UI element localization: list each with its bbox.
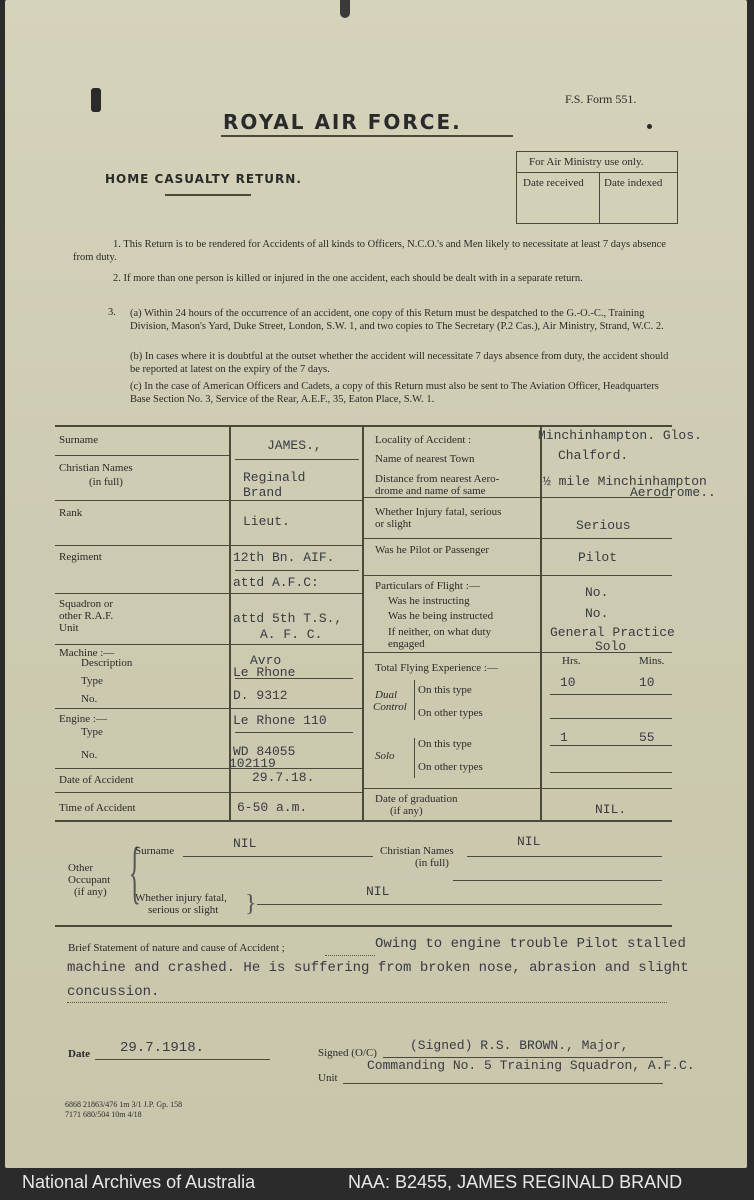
solo-this-mins: 55 <box>639 730 655 745</box>
rank-label: Rank <box>59 507 83 519</box>
punch-hole <box>340 0 350 18</box>
machine-no-label: No. <box>81 693 98 705</box>
statement-line-2: machine and crashed. He is suffering from broken nose, abrasion and slight <box>67 960 689 976</box>
pilot-passenger-value: Pilot <box>578 550 618 565</box>
other-injury-value: NIL <box>366 884 390 899</box>
title-underline <box>221 135 513 137</box>
other-christian-label: Christian Names <box>380 845 454 857</box>
signed-label: Signed (O/C) <box>318 1047 377 1059</box>
regiment-value-2: attd A.F.C: <box>233 575 319 590</box>
ink-dot <box>647 124 652 129</box>
neither-value-2: Solo <box>595 639 627 654</box>
machine-no-value: D. 9312 <box>233 688 288 703</box>
form-number: F.S. Form 551. <box>565 92 637 106</box>
machine-label: Machine :— <box>59 647 115 659</box>
christian-names-sublabel: (in full) <box>89 476 123 488</box>
instructing-label: Was he instructing <box>388 595 470 607</box>
date-received-label: Date received <box>523 177 584 189</box>
page-subtitle: HOME CASUALTY RETURN. <box>105 172 302 186</box>
distance-label-2: drome and name of same <box>375 485 486 497</box>
hrs-label: Hrs. <box>562 655 581 667</box>
statement-line-3: concussion. <box>67 984 160 1000</box>
squadron-value-1: attd 5th T.S., <box>233 611 343 626</box>
mins-label: Mins. <box>639 655 665 667</box>
other-christian-sublabel: (in full) <box>415 857 449 869</box>
dual-this-type-label: On this type <box>418 684 472 696</box>
nearest-town-value: Chalford. <box>558 448 629 463</box>
injury-value: Serious <box>576 518 631 533</box>
other-occupant-label-1: Other <box>68 862 94 874</box>
ministry-use-box <box>516 151 678 224</box>
statement-label: Brief Statement of nature and cause of Accident ; <box>68 942 285 954</box>
time-of-accident-value: 6-50 a.m. <box>237 800 308 815</box>
instruction-3b: (b) In cases where it is doubtful at the outset whether the accident will necessitate 7 days absence from duty, the accident should be reported at latest on the expiry of the 7 days. <box>130 351 669 375</box>
dual-this-mins: 10 <box>639 675 655 690</box>
page-title: ROYAL AIR FORCE. <box>223 110 462 134</box>
pilot-passenger-label: Was he Pilot or Passenger <box>375 544 489 556</box>
printer-line-2: 7171 680/504 10m 4/18 <box>65 1110 142 1119</box>
printer-line-1: 6868 21863/476 1m 3/1 J.P. Gp. 158 <box>65 1100 183 1109</box>
injury-label-2: or slight <box>375 518 412 530</box>
other-occupant-label-3: (if any) <box>74 886 107 898</box>
dual-other-types-label: On other types <box>418 707 483 719</box>
subtitle-underline <box>165 194 251 196</box>
locality-label: Locality of Accident : <box>375 434 472 446</box>
graduation-label-2: (if any) <box>390 805 423 817</box>
control-label: Control <box>373 701 407 713</box>
machine-type-value: Le Rhone <box>233 665 296 680</box>
engine-no-value-1: WD 84055 <box>233 744 296 759</box>
christian-name-2: Brand <box>243 485 283 500</box>
unit-label: Unit <box>318 1072 338 1084</box>
machine-type-label: Type <box>81 675 103 687</box>
other-injury-brace: } <box>245 891 257 917</box>
solo-other-types-label: On other types <box>418 761 483 773</box>
distance-label-1: Distance from nearest Aero- <box>375 473 500 485</box>
engine-type-label: Type <box>81 726 103 738</box>
injury-label-1: Whether Injury fatal, serious <box>375 506 502 518</box>
neither-label-1: If neither, on what duty <box>388 626 492 638</box>
distance-value-1: ½ mile Minchinhampton <box>543 474 707 489</box>
engine-no-label: No. <box>81 749 98 761</box>
engine-no-value-2: 102119 <box>229 756 276 771</box>
nearest-town-label: Name of nearest Town <box>375 453 475 465</box>
solo-this-type-label: On this type <box>418 738 472 750</box>
other-occupant-brace: { <box>128 834 141 911</box>
archive-footer <box>0 1168 754 1200</box>
instruction-1: 1. This Return is to be rendered for Accidents of all kinds to Officers, N.C.O.'s and Men likely to necessitate at least 7 days absence from duty. <box>73 239 666 263</box>
distance-value-2: Aerodrome.. <box>630 485 716 500</box>
other-occupant-label-2: Occupant <box>68 874 111 886</box>
ministry-heading: For Air Ministry use only. <box>529 156 644 168</box>
squadron-label-2: other R.A.F. <box>59 610 114 622</box>
other-surname-value: NIL <box>233 836 257 851</box>
signed-value: (Signed) R.S. BROWN., Major, <box>410 1038 629 1053</box>
flight-particulars-label: Particulars of Flight :— <box>375 580 480 592</box>
date-of-accident-value: 29.7.18. <box>252 770 315 785</box>
date-of-accident-label: Date of Accident <box>59 774 134 786</box>
instruction-3c: (c) In the case of American Officers and Cadets, a copy of this Return must also be sent to The Aviation Officer, Headquarters Base Section No. 3, Service of the Rear, A.E.F., 35, Eaton Place, S.W. 1. <box>130 381 659 405</box>
flying-experience-label: Total Flying Experience :— <box>375 662 498 674</box>
christian-names-label: Christian Names <box>59 462 133 474</box>
regiment-label: Regiment <box>59 551 102 563</box>
unit-value: Commanding No. 5 Training Squadron, A.F.C. <box>367 1058 695 1073</box>
dual-label: Dual <box>375 689 397 701</box>
other-injury-label-1: Whether injury fatal, <box>135 892 227 904</box>
other-surname-label: Surname <box>135 845 175 857</box>
dual-this-hrs: 10 <box>560 675 576 690</box>
punch-hole <box>91 88 101 112</box>
instruction-2: 2. If more than one person is killed or injured in the one accident, each should be dealt with in a separate return. <box>113 273 583 284</box>
surname-label: Surname <box>59 434 99 446</box>
graduation-label-1: Date of graduation <box>375 793 458 805</box>
date-label: Date <box>68 1048 90 1060</box>
rank-value: Lieut. <box>243 514 290 529</box>
signoff-date-value: 29.7.1918. <box>120 1040 205 1056</box>
archive-name: National Archives of Australia <box>22 1172 256 1192</box>
other-injury-label-2: serious or slight <box>148 904 219 916</box>
solo-label: Solo <box>375 750 395 762</box>
time-of-accident-label: Time of Accident <box>59 802 136 814</box>
graduation-value: NIL. <box>595 802 627 817</box>
date-indexed-label: Date indexed <box>604 177 663 189</box>
instructing-value: No. <box>585 585 609 600</box>
machine-description-value: Avro <box>250 653 282 668</box>
surname-value: JAMES., <box>267 438 322 453</box>
neither-value-1: General Practice <box>550 625 675 640</box>
squadron-label-3: Unit <box>59 622 79 634</box>
regiment-value-1: 12th Bn. AIF. <box>233 550 335 565</box>
squadron-value-2: A. F. C. <box>260 627 323 642</box>
locality-value: Minchinhampton. Glos. <box>538 428 702 443</box>
engine-type-value: Le Rhone 110 <box>233 713 327 728</box>
instruction-3-number: 3. <box>108 307 116 318</box>
neither-label-2: engaged <box>388 638 425 650</box>
instruction-3a: (a) Within 24 hours of the occurrence of an accident, one copy of this Return must be despatched to the G.-O.-C., Training Division, Mason's Yard, Duke Street, London, S.W. 1, and two copies to The Secretary (P.2 Cas.), Air Ministry, Strand, W.C. 2. <box>130 308 664 332</box>
form-paper <box>5 0 747 1168</box>
instructed-label: Was he being instructed <box>388 610 494 622</box>
other-christian-value: NIL <box>517 834 541 849</box>
squadron-label-1: Squadron or <box>59 598 114 610</box>
engine-label: Engine :— <box>59 713 107 725</box>
christian-name-1: Reginald <box>243 470 306 485</box>
machine-description-label: Description <box>81 657 133 669</box>
section-rule <box>55 925 672 927</box>
archive-reference: NAA: B2455, JAMES REGINALD BRAND <box>348 1172 683 1192</box>
statement-line-1: Owing to engine trouble Pilot stalled <box>375 936 686 952</box>
instructed-value: No. <box>585 606 609 621</box>
solo-this-hrs: 1 <box>560 730 568 745</box>
